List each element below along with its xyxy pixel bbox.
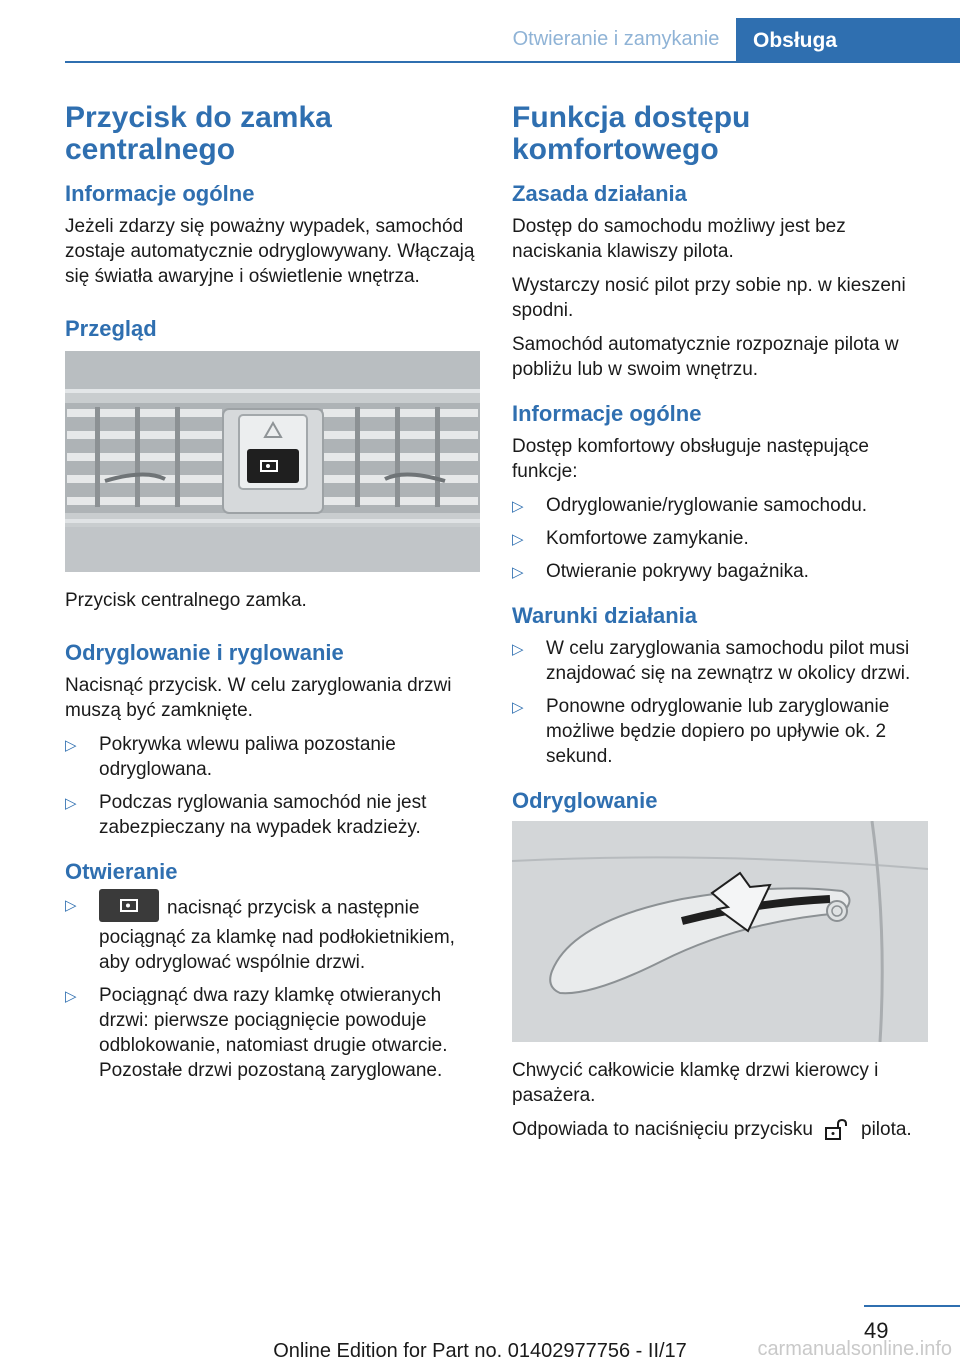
bullet-triangle-icon: ▷ [512,564,524,581]
principle-heading: Zasada działania [512,181,687,206]
central-lock-button-icon [99,889,159,922]
conditions-list [512,636,930,769]
door-handle-figure [512,821,928,1042]
lock-heading: Odryglowanie i ryglowanie [65,640,344,665]
right-general-text: Dostęp komfortowy obsługuje następujące funkcje: [512,436,869,482]
page-number: 49 [864,1318,889,1343]
principle-paragraph: Dostęp do samochodu możliwy jest bez naciskania klawiszy pilota. [512,216,846,262]
unlock-icon [823,1119,851,1141]
bullet-triangle-icon: ▷ [512,641,524,658]
lock-text: Nacisnąć przycisk. W celu zaryglowania drzwi muszą być zamknięte. [65,675,452,721]
page-number-rule [864,1305,960,1307]
left-title: Przycisk do zamka centralnego [65,101,332,166]
principle-paragraph: Samochód automatycznie rozpoznaje pilota w pobliżu lub w swoim wnętrzu. [512,334,899,380]
list-item: ▷ Komfortowe zamykanie. [512,526,930,551]
open-list [65,892,480,1083]
principle-paragraph: Wystarczy nosić pilot przy sobie np. w kieszeni spodni. [512,275,906,321]
list-item: ▷ Ponowne odryglowanie lub zaryglowanie możliwe będzie dopiero po upływie ok. 2 sekund. [512,696,890,767]
left-column [65,102,480,1091]
right-general-heading: Informacje ogólne [512,401,702,426]
list-item: ▷ Pokrywka wlewu paliwa pozostanie odryglowana. [65,734,396,780]
unlock-heading: Odryglowanie [512,788,658,813]
list-item: ▷ Otwieranie pokrywy bagażnika. [512,559,930,584]
header-chapter-tab: Obsługa [736,18,960,63]
list-item: ▷ nacisnąć przycisk a następnie pociągnąć za klamkę nad podłokietnikiem, aby odryglować wspólnie drzwi. [65,892,480,975]
central-lock-figure [65,351,480,572]
header-section: Otwieranie i zamykanie [512,28,720,50]
conditions-heading: Warunki działania [512,603,698,628]
left-general-text: Jeżeli zdarzy się poważny wypadek, samochód zostaje automatycznie odryglowywany. Włączają się światła awaryjne i oświetlenie wnętrza. [65,216,475,287]
list-item: ▷ Podczas ryglowania samochód nie jest zabezpieczany na wypadek kradzieży. [65,792,427,838]
footer-edition: Online Edition for Part no. 01402977756 - II/17 [273,1340,687,1362]
bullet-triangle-icon: ▷ [65,988,77,1005]
overview-heading: Przegląd [65,316,157,341]
list-item: ▷ Odryglowanie/ryglowanie samochodu. [512,493,930,518]
bullet-triangle-icon: ▷ [65,897,77,914]
list-item: ▷ W celu zaryglowania samochodu pilot musi znajdować się na zewnątrz w okolicy drzwi. [512,638,911,684]
left-general-heading: Informacje ogólne [65,181,255,206]
right-column [512,102,930,1151]
unlock-caption: Chwycić całkowicie klamkę drzwi kierowcy i pasażera. [512,1060,879,1106]
watermark: carmanualsonline.info [757,1338,952,1360]
right-title: Funkcja dostępu komfortowego [512,101,751,166]
bullet-triangle-icon: ▷ [65,795,77,812]
open-heading: Otwieranie [65,859,178,884]
left-figure-caption: Przycisk centralnego zamka. [65,590,307,611]
bullet-triangle-icon: ▷ [512,498,524,515]
lock-list [65,732,480,840]
bullet-triangle-icon: ▷ [512,531,524,548]
functions-list [512,493,930,584]
bullet-triangle-icon: ▷ [65,737,77,754]
unlock-text: Odpowiada to naciśnięciu przycisku pilota. [512,1119,912,1140]
bullet-triangle-icon: ▷ [512,699,524,716]
list-item: ▷ Pociągnąć dwa razy klamkę otwieranych drzwi: pierwsze pociągnięcie powoduje odblokowanie, natomiast drugie otwarcie. Pozostałe drzwi pozostaną zaryglowane. [65,985,448,1081]
